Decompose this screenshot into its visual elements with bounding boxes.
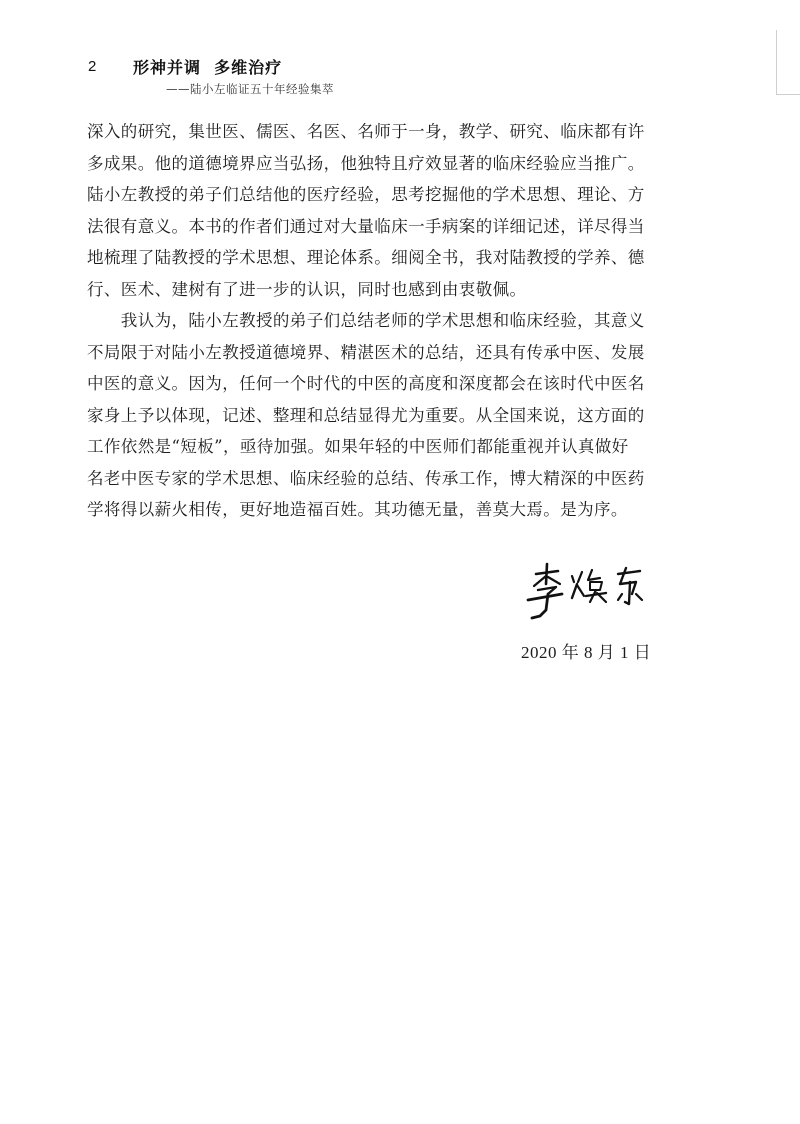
- running-header-subtitle: ——陆小左临证五十年经验集萃: [166, 82, 334, 96]
- text-line: 深入的研究，集世医、儒医、名医、名师于一身，教学、研究、临床都有许: [87, 122, 645, 141]
- text-line: 法很有意义。本书的作者们通过对大量临床一手病案的详细记述，详尽得当: [87, 216, 645, 236]
- text-line: 学将得以薪火相传，更好地造福百姓。其功德无量，善莫大焉。是为序。: [87, 500, 628, 519]
- text-line: 行、医术、建树有了进一步的认识，同时也感到由衷敬佩。: [87, 279, 527, 299]
- page-edge-mark: [776, 30, 777, 94]
- running-header-title: 形神并调 多维治疗: [133, 58, 283, 77]
- page-edge-mark-bottom: [776, 94, 800, 95]
- page-number: 2: [88, 58, 97, 75]
- signature-date: 2020 年 8 月 1 日: [521, 643, 652, 662]
- text-line: 名老中医专家的学术思想、临床经验的总结、传承工作，博大精深的中医药: [87, 468, 645, 488]
- text-line: 家身上予以体现，记述、整理和总结显得尤为重要。从全国来说，这方面的: [87, 405, 645, 425]
- text-line: 多成果。他的道德境界应当弘扬，他独特且疗效显著的临床经验应当推广。: [87, 153, 645, 173]
- text-line: 工作依然是“短板”，亟待加强。如果年轻的中医师们都能重视并认真做好: [87, 437, 629, 456]
- handwritten-signature: [522, 560, 654, 622]
- text-line: 我认为，陆小左教授的弟子们总结老师的学术思想和临床经验，其意义: [87, 311, 645, 330]
- text-line: 地梳理了陆教授的学术思想、理论体系。细阅全书，我对陆教授的学养、德: [87, 248, 645, 267]
- text-line: 陆小左教授的弟子们总结他的医疗经验，思考挖掘他的学术思想、理论、方: [87, 185, 645, 204]
- body-text: [87, 116, 715, 526]
- paragraph-2: [87, 305, 715, 526]
- paragraph-1: [87, 116, 715, 305]
- text-line: 中医的意义。因为，任何一个时代的中医的高度和深度都会在该时代中医名: [87, 374, 645, 393]
- text-line: 不局限于对陆小左教授道德境界、精湛医术的总结，还具有传承中医、发展: [87, 342, 645, 362]
